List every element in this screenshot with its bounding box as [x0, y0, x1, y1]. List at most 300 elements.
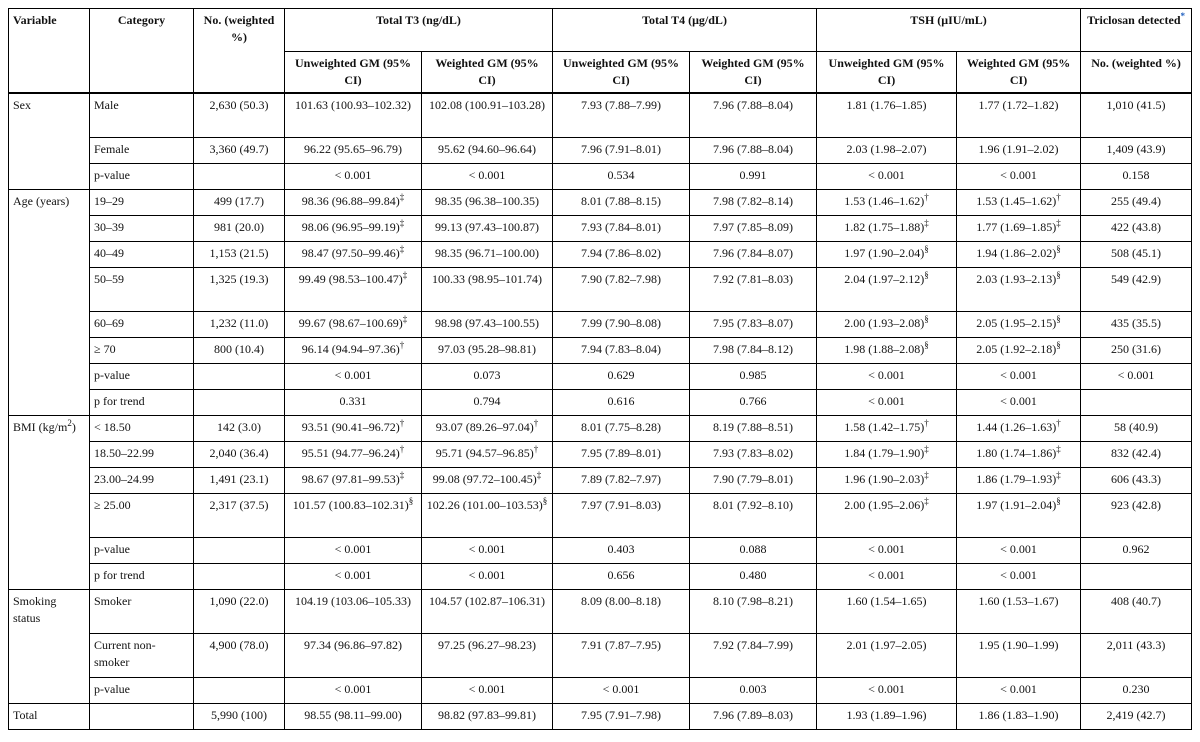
tsh-unweighted-cell-value: 2.04 (1.97–2.12)	[844, 271, 925, 286]
tsh-weighted-cell	[957, 441, 1081, 467]
triclosan-cell	[1081, 537, 1192, 563]
significance-marker: ‡	[536, 469, 542, 480]
t3-unweighted-cell-value: < 0.001	[334, 367, 372, 382]
tsh-weighted-cell	[957, 363, 1081, 389]
t4-unweighted-cell-value: 8.01 (7.88–8.15)	[581, 193, 662, 208]
count-cell	[194, 493, 285, 537]
t4-weighted-cell	[690, 363, 817, 389]
t4-weighted-cell	[690, 441, 817, 467]
t3-weighted-cell	[422, 215, 553, 241]
significance-marker: ‡	[1056, 443, 1061, 454]
t3-weighted-cell	[422, 163, 553, 189]
t4-unweighted-cell	[553, 267, 690, 311]
count-cell	[194, 311, 285, 337]
significance-marker: §	[1056, 339, 1061, 350]
tsh-unweighted-cell-value: 1.93 (1.89–1.96)	[846, 707, 927, 722]
triclosan-cell-value: 832 (42.4)	[1111, 445, 1162, 460]
count-cell-value: 1,491 (23.1)	[209, 471, 269, 486]
t3-unweighted-cell-value: < 0.001	[334, 541, 372, 556]
tsh-weighted-cell-value: 1.53 (1.45–1.62)	[976, 193, 1057, 208]
t3-unweighted-cell	[285, 163, 422, 189]
t3-unweighted-cell-value: 104.19 (103.06–105.33)	[295, 593, 411, 608]
t3-weighted-cell-value: 99.13 (97.43–100.87)	[435, 219, 539, 234]
count-cell	[194, 241, 285, 267]
t3-unweighted-cell	[285, 589, 422, 633]
triclosan-cell-value: 408 (40.7)	[1111, 593, 1162, 608]
category-cell-value: 50–59	[94, 271, 124, 286]
header-total-t4: Total T4 (μg/dL)	[553, 9, 817, 52]
significance-marker: §	[924, 269, 929, 280]
tsh-unweighted-cell-value: < 0.001	[868, 367, 905, 382]
tsh-unweighted-cell	[817, 311, 957, 337]
t3-weighted-cell	[422, 241, 553, 267]
count-cell	[194, 441, 285, 467]
t4-weighted-cell-value: 7.92 (7.84–7.99)	[713, 637, 794, 652]
table-row	[9, 241, 1192, 267]
t3-unweighted-cell-value: 101.57 (100.83–102.31)	[292, 497, 409, 512]
significance-marker: §	[924, 339, 929, 350]
count-cell-value: 2,317 (37.5)	[209, 497, 269, 512]
variable-label: Total	[13, 707, 38, 722]
significance-marker: †	[924, 417, 929, 428]
t4-weighted-cell-value: 7.97 (7.85–8.09)	[713, 219, 794, 234]
t4-unweighted-cell	[553, 589, 690, 633]
significance-marker: †	[399, 443, 405, 454]
tsh-unweighted-cell-value: 1.98 (1.88–2.08)	[844, 341, 925, 356]
t3-unweighted-cell-value: 101.63 (100.93–102.32)	[295, 98, 411, 112]
count-cell-value: 1,232 (11.0)	[209, 315, 269, 330]
tsh-unweighted-cell	[817, 677, 957, 703]
tsh-unweighted-cell	[817, 189, 957, 215]
t4-weighted-cell-value: 0.766	[739, 393, 767, 408]
triclosan-cell-value: 250 (31.6)	[1111, 341, 1162, 356]
t4-unweighted-cell	[553, 363, 690, 389]
t3-weighted-cell	[422, 363, 553, 389]
t4-weighted-cell-value: 0.003	[739, 681, 767, 696]
variable-cell	[9, 589, 90, 703]
t3-unweighted-cell-value: 99.67 (98.67–100.69)	[298, 315, 403, 330]
tsh-unweighted-cell-value: 1.58 (1.42–1.75)	[844, 419, 925, 434]
triclosan-cell-value: < 0.001	[1117, 367, 1155, 382]
triclosan-cell	[1081, 467, 1192, 493]
category-cell	[90, 589, 194, 633]
tsh-weighted-cell	[957, 563, 1081, 589]
t3-weighted-cell-value: < 0.001	[468, 167, 506, 182]
triclosan-cell	[1081, 189, 1192, 215]
t4-weighted-cell	[690, 703, 817, 729]
significance-marker: ‡	[924, 443, 929, 454]
count-cell-value: 1,325 (19.3)	[209, 271, 269, 286]
t4-unweighted-cell	[553, 467, 690, 493]
category-cell-value: 23.00–24.99	[94, 471, 154, 486]
tsh-weighted-cell	[957, 467, 1081, 493]
category-cell-value: Current non-smoker	[94, 637, 156, 669]
t4-weighted-cell	[690, 537, 817, 563]
tsh-unweighted-cell-value: 2.00 (1.95–2.06)	[844, 497, 925, 512]
t4-unweighted-cell	[553, 677, 690, 703]
tsh-weighted-cell-value: 1.60 (1.53–1.67)	[978, 593, 1059, 608]
category-cell	[90, 389, 194, 415]
triclosan-cell-value: 508 (45.1)	[1111, 245, 1162, 260]
t3-unweighted-cell	[285, 703, 422, 729]
table-row	[9, 633, 1192, 677]
tsh-weighted-cell-value: 2.05 (1.95–2.15)	[976, 315, 1057, 330]
tsh-unweighted-cell-value: 1.53 (1.46–1.62)	[844, 193, 925, 208]
tsh-unweighted-cell-value: 2.00 (1.93–2.08)	[844, 315, 925, 330]
significance-marker: ‡	[924, 495, 929, 506]
triclosan-cell-value: 549 (42.9)	[1111, 271, 1162, 286]
tsh-unweighted-cell	[817, 441, 957, 467]
t3-unweighted-cell	[285, 337, 422, 363]
header-triclosan	[1081, 9, 1192, 52]
tsh-weighted-cell-value: < 0.001	[1000, 541, 1037, 556]
t3-unweighted-cell	[285, 389, 422, 415]
t4-weighted-cell	[690, 337, 817, 363]
count-cell-value: 800 (10.4)	[214, 341, 264, 356]
t3-weighted-cell-value: 98.35 (96.38–100.35)	[435, 193, 539, 208]
significance-marker: ‡	[1056, 217, 1061, 228]
t3-unweighted-cell	[285, 493, 422, 537]
category-cell	[90, 267, 194, 311]
tsh-weighted-cell	[957, 163, 1081, 189]
t3-unweighted-cell	[285, 633, 422, 677]
tsh-unweighted-cell	[817, 493, 957, 537]
category-cell	[90, 215, 194, 241]
t3-unweighted-cell-value: 98.36 (96.88–99.84)	[301, 193, 400, 208]
t4-unweighted-cell-value: < 0.001	[602, 681, 640, 696]
tsh-unweighted-cell-value: 1.81 (1.76–1.85)	[846, 98, 927, 112]
count-cell	[194, 389, 285, 415]
header-t3-unweighted: Unweighted GM (95% CI)	[285, 52, 422, 94]
t3-weighted-cell	[422, 337, 553, 363]
category-cell-value: 60–69	[94, 315, 124, 330]
tsh-weighted-cell	[957, 677, 1081, 703]
triclosan-cell-value: 1,010 (41.5)	[1106, 98, 1166, 112]
t3-weighted-cell-value: < 0.001	[468, 541, 506, 556]
significance-marker: ‡	[924, 217, 929, 228]
significance-marker: ‡	[402, 313, 408, 324]
category-cell	[90, 467, 194, 493]
triclosan-cell-value: 923 (42.8)	[1111, 497, 1162, 512]
tsh-weighted-cell-value: 1.80 (1.74–1.86)	[976, 445, 1057, 460]
tsh-unweighted-cell-value: 2.01 (1.97–2.05)	[846, 637, 927, 652]
triclosan-cell	[1081, 677, 1192, 703]
tsh-weighted-cell	[957, 137, 1081, 163]
category-cell-value: p-value	[94, 681, 130, 696]
tsh-unweighted-cell-value: < 0.001	[868, 167, 905, 182]
t3-unweighted-cell-value: < 0.001	[334, 567, 372, 582]
t4-weighted-cell-value: 8.01 (7.92–8.10)	[713, 497, 794, 512]
significance-marker: ‡	[399, 191, 405, 202]
header-category: Category	[90, 9, 194, 94]
t4-weighted-cell	[690, 137, 817, 163]
t4-unweighted-cell-value: 7.93 (7.88–7.99)	[581, 98, 662, 112]
header-variable: Variable	[9, 9, 90, 94]
t4-weighted-cell-value: 7.96 (7.89–8.03)	[713, 707, 794, 722]
tsh-weighted-cell	[957, 267, 1081, 311]
t3-unweighted-cell-value: 96.14 (94.94–97.36)	[301, 341, 400, 356]
variable-label: Age (years)	[13, 193, 70, 208]
t4-unweighted-cell	[553, 389, 690, 415]
tsh-weighted-cell-value: 1.95 (1.90–1.99)	[978, 637, 1059, 652]
triclosan-cell	[1081, 441, 1192, 467]
t3-unweighted-cell-value: 98.06 (96.95–99.19)	[301, 219, 400, 234]
t4-unweighted-cell	[553, 563, 690, 589]
triclosan-cell-value: 58 (40.9)	[1114, 419, 1159, 434]
triclosan-cell-value: 0.962	[1122, 541, 1150, 556]
category-cell-value: p-value	[94, 541, 130, 556]
category-cell	[90, 677, 194, 703]
t4-unweighted-cell-value: 8.01 (7.75–8.28)	[581, 419, 662, 434]
tsh-weighted-cell-value: 2.05 (1.92–2.18)	[976, 341, 1057, 356]
table-row	[9, 311, 1192, 337]
t4-unweighted-cell-value: 7.99 (7.90–8.08)	[581, 315, 662, 330]
header-no-weighted: No. (weighted %)	[194, 9, 285, 94]
triclosan-cell	[1081, 415, 1192, 441]
category-cell	[90, 241, 194, 267]
t3-weighted-cell-value: 100.33 (98.95–101.74)	[432, 271, 542, 286]
t3-weighted-cell	[422, 441, 553, 467]
tsh-weighted-cell	[957, 241, 1081, 267]
t3-weighted-cell	[422, 93, 553, 137]
significance-marker: §	[1056, 495, 1061, 506]
t4-unweighted-cell-value: 7.93 (7.84–8.01)	[581, 219, 662, 234]
significance-marker: §	[924, 313, 929, 324]
t4-weighted-cell	[690, 93, 817, 137]
table-row	[9, 163, 1192, 189]
triclosan-cell-value: 2,011 (43.3)	[1106, 637, 1166, 652]
t3-weighted-cell-value: 97.25 (96.27–98.23)	[438, 637, 536, 652]
significance-marker: †	[399, 339, 405, 350]
triclosan-cell-value: 1,409 (43.9)	[1106, 141, 1166, 156]
triclosan-cell	[1081, 215, 1192, 241]
count-cell	[194, 589, 285, 633]
t4-unweighted-cell	[553, 537, 690, 563]
t4-unweighted-cell	[553, 493, 690, 537]
category-cell	[90, 337, 194, 363]
t3-unweighted-cell	[285, 241, 422, 267]
tsh-unweighted-cell	[817, 363, 957, 389]
t4-weighted-cell-value: 7.93 (7.83–8.02)	[713, 445, 794, 460]
t3-unweighted-cell-value: 95.51 (94.77–96.24)	[301, 445, 400, 460]
t3-weighted-cell-value: 102.26 (101.00–103.53)	[426, 497, 543, 512]
t3-unweighted-cell-value: 98.55 (98.11–99.00)	[304, 707, 402, 722]
significance-marker: †	[533, 417, 539, 428]
tsh-weighted-cell	[957, 311, 1081, 337]
variable-cell	[9, 189, 90, 415]
tsh-weighted-cell-value: 1.94 (1.86–2.02)	[976, 245, 1057, 260]
t3-unweighted-cell-value: < 0.001	[334, 681, 372, 696]
category-cell-value: Female	[94, 141, 130, 156]
t4-weighted-cell	[690, 493, 817, 537]
tsh-weighted-cell	[957, 589, 1081, 633]
t4-unweighted-cell-value: 7.97 (7.91–8.03)	[581, 497, 662, 512]
t4-unweighted-cell-value: 0.616	[607, 393, 635, 408]
t3-weighted-cell-value: 97.03 (95.28–98.81)	[438, 341, 536, 356]
tsh-unweighted-cell-value: 1.82 (1.75–1.88)	[844, 219, 925, 234]
t4-weighted-cell	[690, 467, 817, 493]
count-cell-value: 499 (17.7)	[214, 193, 264, 208]
t3-weighted-cell	[422, 589, 553, 633]
significance-marker: §	[1056, 269, 1061, 280]
t4-weighted-cell	[690, 311, 817, 337]
t4-unweighted-cell-value: 7.94 (7.83–8.04)	[581, 341, 662, 356]
tsh-unweighted-cell	[817, 241, 957, 267]
category-cell-value: ≥ 25.00	[94, 497, 131, 512]
t3-weighted-cell	[422, 703, 553, 729]
category-cell-value: p for trend	[94, 393, 145, 408]
t3-weighted-cell-value: 104.57 (102.87–106.31)	[429, 593, 545, 608]
triclosan-cell	[1081, 267, 1192, 311]
tsh-weighted-cell-value: 1.77 (1.72–1.82)	[978, 98, 1059, 112]
table-row	[9, 93, 1192, 137]
count-cell-value: 4,900 (78.0)	[209, 637, 269, 652]
tsh-unweighted-cell	[817, 389, 957, 415]
t4-weighted-cell	[690, 677, 817, 703]
count-cell	[194, 563, 285, 589]
header-triclosan-label: Triclosan detected	[1087, 13, 1181, 27]
tsh-weighted-cell	[957, 389, 1081, 415]
significance-marker: †	[924, 191, 929, 202]
count-cell	[194, 703, 285, 729]
triclosan-cell	[1081, 589, 1192, 633]
tsh-unweighted-cell	[817, 267, 957, 311]
table-row	[9, 363, 1192, 389]
t3-unweighted-cell-value: 0.331	[339, 393, 367, 408]
count-cell	[194, 137, 285, 163]
table-row	[9, 467, 1192, 493]
table-row	[9, 137, 1192, 163]
t3-weighted-cell-value: 98.98 (97.43–100.55)	[435, 315, 539, 330]
t3-unweighted-cell	[285, 537, 422, 563]
table-row	[9, 415, 1192, 441]
t4-weighted-cell-value: 7.96 (7.88–8.04)	[713, 98, 794, 112]
category-cell-value: Male	[94, 98, 119, 112]
t3-weighted-cell-value: 102.08 (100.91–103.28)	[429, 98, 545, 112]
t3-unweighted-cell	[285, 363, 422, 389]
header-total-t3: Total T3 (ng/dL)	[285, 9, 553, 52]
t4-unweighted-cell-value: 7.91 (7.87–7.95)	[581, 637, 662, 652]
tsh-weighted-cell	[957, 337, 1081, 363]
significance-marker: §	[1056, 243, 1061, 254]
table-row	[9, 189, 1192, 215]
category-cell	[90, 415, 194, 441]
significance-marker: §	[924, 243, 929, 254]
count-cell-value: 981 (20.0)	[214, 219, 264, 234]
table-row	[9, 677, 1192, 703]
t4-unweighted-cell	[553, 633, 690, 677]
t4-weighted-cell-value: 7.96 (7.84–8.07)	[713, 245, 794, 260]
t4-weighted-cell-value: 8.19 (7.88–8.51)	[713, 419, 794, 434]
triclosan-cell-value: 0.158	[1122, 167, 1150, 182]
t4-weighted-cell	[690, 633, 817, 677]
significance-marker: †	[1056, 417, 1061, 428]
tsh-unweighted-cell-value: 1.97 (1.90–2.04)	[844, 245, 925, 260]
t3-weighted-cell	[422, 563, 553, 589]
t3-weighted-cell-value: 93.07 (89.26–97.04)	[435, 419, 534, 434]
table-body	[9, 93, 1192, 729]
t4-weighted-cell	[690, 563, 817, 589]
count-cell-value: 2,630 (50.3)	[209, 98, 269, 112]
category-cell-value: p for trend	[94, 567, 145, 582]
t4-unweighted-cell	[553, 415, 690, 441]
count-cell-value: 3,360 (49.7)	[209, 141, 269, 156]
count-cell	[194, 363, 285, 389]
category-cell	[90, 537, 194, 563]
t4-unweighted-cell-value: 7.95 (7.89–8.01)	[581, 445, 662, 460]
table-row	[9, 389, 1192, 415]
t4-weighted-cell-value: 7.96 (7.88–8.04)	[713, 141, 794, 156]
t3-unweighted-cell-value: 98.47 (97.50–99.46)	[301, 245, 400, 260]
significance-marker: ‡	[399, 243, 405, 254]
t4-weighted-cell	[690, 389, 817, 415]
t4-unweighted-cell-value: 7.95 (7.91–7.98)	[581, 707, 662, 722]
tsh-unweighted-cell-value: 2.03 (1.98–2.07)	[846, 141, 927, 156]
count-cell	[194, 677, 285, 703]
t4-unweighted-cell-value: 8.09 (8.00–8.18)	[581, 593, 662, 608]
t3-weighted-cell-value: 0.794	[473, 393, 501, 408]
table-row	[9, 267, 1192, 311]
t4-weighted-cell-value: 7.92 (7.81–8.03)	[713, 271, 794, 286]
t4-unweighted-cell	[553, 311, 690, 337]
t3-weighted-cell	[422, 267, 553, 311]
count-cell	[194, 415, 285, 441]
tsh-weighted-cell	[957, 93, 1081, 137]
t3-weighted-cell	[422, 137, 553, 163]
t4-weighted-cell	[690, 163, 817, 189]
table-row	[9, 337, 1192, 363]
tsh-weighted-cell-value: < 0.001	[1000, 367, 1037, 382]
t4-unweighted-cell	[553, 337, 690, 363]
triclosan-cell-value: 606 (43.3)	[1111, 471, 1162, 486]
variable-cell	[9, 415, 90, 589]
t4-unweighted-cell	[553, 703, 690, 729]
tsh-weighted-cell-value: 2.03 (1.93–2.13)	[976, 271, 1057, 286]
table-row	[9, 441, 1192, 467]
t3-unweighted-cell-value: 99.49 (98.53–100.47)	[298, 271, 403, 286]
significance-marker: †	[533, 443, 539, 454]
category-cell	[90, 633, 194, 677]
tsh-weighted-cell	[957, 215, 1081, 241]
header-tsh-weighted: Weighted GM (95% CI)	[957, 52, 1081, 94]
significance-marker: ‡	[1056, 469, 1061, 480]
count-cell-value: 1,153 (21.5)	[209, 245, 269, 260]
t3-weighted-cell	[422, 537, 553, 563]
triclosan-cell	[1081, 563, 1192, 589]
table-row	[9, 563, 1192, 589]
t3-unweighted-cell	[285, 189, 422, 215]
variable-cell	[9, 703, 90, 729]
tsh-weighted-cell-value: 1.86 (1.83–1.90)	[978, 707, 1059, 722]
tsh-weighted-cell-value: 1.77 (1.69–1.85)	[976, 219, 1057, 234]
header-t3-weighted: Weighted GM (95% CI)	[422, 52, 553, 94]
significance-marker: †	[1056, 191, 1061, 202]
category-cell-value: ≥ 70	[94, 341, 116, 356]
header-tsh-unweighted: Unweighted GM (95% CI)	[817, 52, 957, 94]
triclosan-cell	[1081, 311, 1192, 337]
t4-weighted-cell-value: 0.088	[739, 541, 767, 556]
table-row	[9, 703, 1192, 729]
tsh-unweighted-cell	[817, 415, 957, 441]
triclosan-cell	[1081, 389, 1192, 415]
t3-unweighted-cell	[285, 415, 422, 441]
tsh-weighted-cell	[957, 493, 1081, 537]
t4-unweighted-cell	[553, 137, 690, 163]
significance-marker: ‡	[402, 269, 408, 280]
t4-weighted-cell-value: 8.10 (7.98–8.21)	[713, 593, 794, 608]
t4-weighted-cell-value: 7.95 (7.83–8.07)	[713, 315, 794, 330]
tsh-weighted-cell-value: < 0.001	[1000, 567, 1037, 582]
